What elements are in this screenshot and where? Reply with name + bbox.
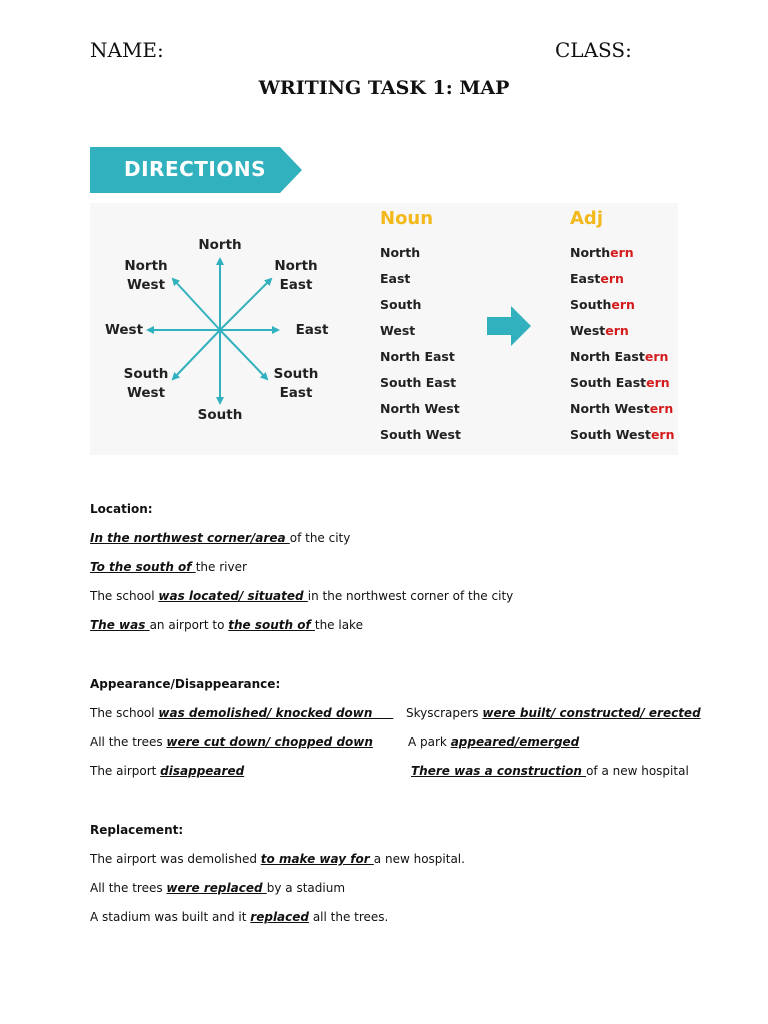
text-segment: an airport to <box>149 618 229 632</box>
adj-item <box>570 349 668 364</box>
text-segment: the river <box>195 560 247 574</box>
appearance-line <box>406 706 701 720</box>
key-phrase: was demolished/ knocked down <box>158 706 394 720</box>
text-segment: The airport was demolished <box>90 852 261 866</box>
arrow-right-icon <box>487 306 531 346</box>
key-phrase: was located/ situated <box>158 589 308 603</box>
adj-header: Adj <box>570 208 603 229</box>
adj-base: South West <box>570 427 651 442</box>
location-line <box>90 560 247 574</box>
adj-base: South <box>570 297 612 312</box>
text-segment: of a new hospital <box>586 764 689 778</box>
appearance-line <box>90 764 244 778</box>
text-segment: All the trees <box>90 735 167 749</box>
replacement-heading: Replacement: <box>90 823 184 837</box>
key-phrase: There was a construction <box>411 764 587 778</box>
key-phrase: To the south of <box>90 560 196 574</box>
noun-item: South West <box>380 427 461 442</box>
compass-west-label: West <box>104 322 144 338</box>
noun-item: North West <box>380 401 460 416</box>
key-phrase: were cut down/ chopped down <box>166 735 373 749</box>
appearance-line <box>408 735 579 749</box>
text-segment: All the trees <box>90 881 167 895</box>
adj-suffix: ern <box>649 401 674 416</box>
adj-suffix: ern <box>650 427 675 442</box>
text-segment: the lake <box>314 618 363 632</box>
compass-northeast-label: North East <box>274 258 318 293</box>
compass-east-label: East <box>295 322 329 338</box>
key-phrase: appeared/emerged <box>450 735 580 749</box>
noun-item: North <box>380 245 421 260</box>
text-segment: of the city <box>289 531 351 545</box>
text-segment: The airport <box>90 764 161 778</box>
appearance-line <box>411 764 689 778</box>
text-segment: The school <box>90 706 159 720</box>
noun-item: North East <box>380 349 455 364</box>
noun-item: South East <box>380 375 457 390</box>
location-line <box>90 531 350 545</box>
compass-southeast-label: South East <box>273 366 319 401</box>
adj-base: North <box>570 245 611 260</box>
appearance-heading: Appearance/Disappearance: <box>90 677 281 691</box>
replacement-line <box>90 910 388 924</box>
text-segment: a new hospital. <box>373 852 465 866</box>
adj-item <box>570 297 635 312</box>
key-phrase: to make way for <box>260 852 374 866</box>
adj-base: North West <box>570 401 650 416</box>
appearance-line <box>90 706 393 720</box>
adj-suffix: ern <box>610 245 634 260</box>
adj-base: West <box>570 323 606 338</box>
noun-item: West <box>380 323 416 338</box>
adj-item <box>570 427 675 442</box>
adj-item <box>570 245 634 260</box>
compass-southwest-label: South West <box>123 366 169 401</box>
adj-suffix: ern <box>600 271 624 286</box>
key-phrase: In the northwest corner/area <box>90 531 290 545</box>
noun-item: East <box>380 271 411 286</box>
location-line <box>90 589 513 603</box>
location-line <box>90 618 363 632</box>
text-segment: all the trees. <box>309 910 389 924</box>
adj-item <box>570 401 673 416</box>
text-segment: by a stadium <box>266 881 346 895</box>
adj-item <box>570 375 670 390</box>
adj-base: East <box>570 271 601 286</box>
text-segment: The school <box>90 589 159 603</box>
text-segment: A park <box>408 735 451 749</box>
compass-northwest-label: North West <box>124 258 168 293</box>
key-phrase: disappeared <box>160 764 245 778</box>
replacement-line <box>90 881 345 895</box>
location-heading: Location: <box>90 502 153 516</box>
text-segment: A stadium was built and it <box>90 910 251 924</box>
adj-suffix: ern <box>611 297 635 312</box>
compass-north-label: North <box>198 237 242 253</box>
adj-base: South East <box>570 375 647 390</box>
key-phrase: were replaced <box>166 881 267 895</box>
key-phrase: replaced <box>250 910 309 924</box>
adj-suffix: ern <box>644 349 669 364</box>
name-label: NAME: <box>90 38 164 62</box>
appearance-line <box>90 735 373 749</box>
page-title: WRITING TASK 1: MAP <box>258 77 510 99</box>
adj-suffix: ern <box>605 323 629 338</box>
text-segment: in the northwest corner of the city <box>307 589 514 603</box>
directions-banner-text: DIRECTIONS <box>124 157 267 181</box>
adj-base: North East <box>570 349 645 364</box>
key-phrase: were built/ constructed/ erected <box>482 706 701 720</box>
noun-header: Noun <box>380 208 434 229</box>
text-segment: Skyscrapers <box>406 706 483 720</box>
key-phrase: the south of <box>228 618 315 632</box>
compass-south-label: South <box>197 407 243 423</box>
adj-suffix: ern <box>646 375 670 390</box>
noun-item: South <box>380 297 422 312</box>
adj-item <box>570 323 629 338</box>
class-label: CLASS: <box>555 38 632 62</box>
key-phrase: The was <box>90 618 150 632</box>
replacement-line <box>90 852 465 866</box>
adj-item <box>570 271 624 286</box>
